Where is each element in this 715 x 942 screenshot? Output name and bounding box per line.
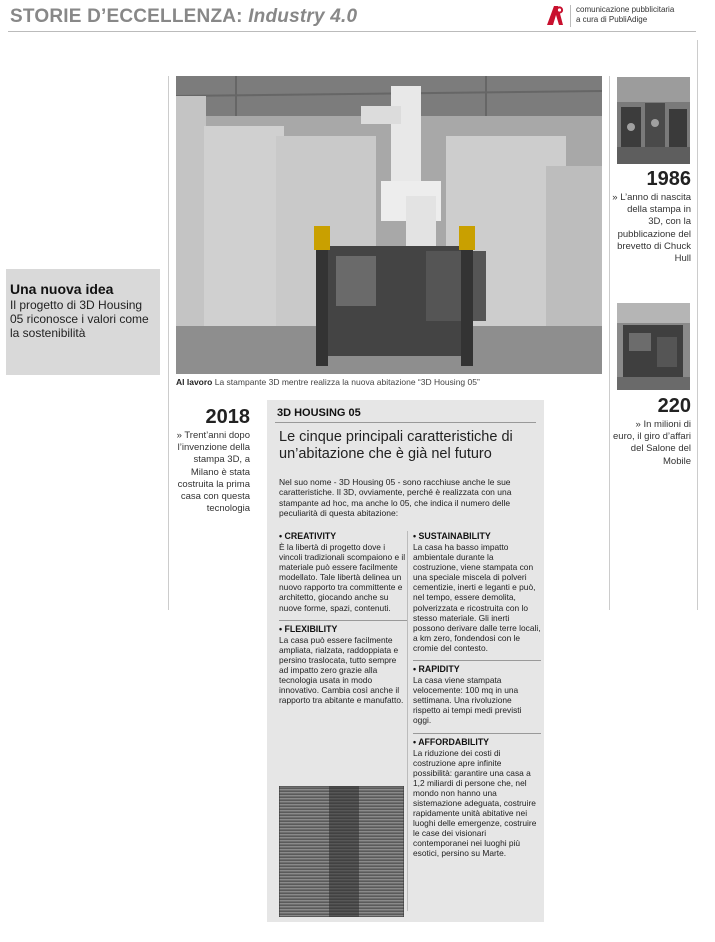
printed-wall-texture-photo	[279, 786, 404, 917]
section-divider	[413, 733, 541, 734]
stat-220-number: 220	[657, 395, 691, 417]
rapidity-heading: • RAPIDITY	[413, 664, 460, 675]
section-divider	[413, 660, 541, 661]
idea-text: Il progetto di 3D Housing 05 riconosce i valori come la sostenibilità	[10, 298, 149, 340]
printer-photo-illustration	[176, 76, 602, 374]
stat-2018-text: » Trent’anni dopo l’invenzione della stampa 3D, a Milano è stata costruita la prima casa con questa tecnologia	[176, 430, 250, 515]
flexibility-body: La casa può essere facilmente ampliata, rialzata, raddoppiata e persino traslocata, tutto sempre ad impatto zero grazie alla tecnologia usata in modo innovativo. Cambia così anche il rapporto tra abitante e manufatto.	[279, 634, 404, 706]
ad-note-line2: a cura di PubliAdige	[576, 15, 648, 24]
stat-220	[612, 395, 691, 468]
stat-220-text: » In milioni di euro, il giro d’affari del Salone del Mobile	[613, 419, 691, 467]
feature-left-column	[279, 531, 407, 705]
ad-note-line1: comunicazione pubblicitaria	[576, 5, 675, 14]
header-rule	[8, 31, 696, 32]
caption-text: La stampante 3D mentre realizza la nuova abitazione “3D Housing 05”	[212, 377, 480, 387]
photo-caption	[176, 377, 480, 387]
stat-2018-number: 2018	[205, 406, 250, 428]
stat-2018	[170, 406, 250, 515]
small-photo-3d-printers	[617, 77, 690, 164]
feature-title: Le cinque principali caratteristiche di un’abitazione che è già nel futuro	[279, 429, 513, 462]
feature-rule	[275, 422, 536, 423]
feature-label: 3D HOUSING 05	[277, 407, 361, 419]
caption-label: Al lavoro	[176, 377, 213, 387]
column-divider	[407, 531, 408, 911]
small-photo-machine	[617, 303, 690, 390]
sustainability-heading: • SUSTAINABILITY	[413, 531, 491, 541]
creativity-body: È la libertà di progetto dove i vincoli tradizionali scompaiono e il materiale può essere facilmente modellato. Tale libertà delinea un nuovo rapporto tra committente e architetto, giocando anche su nuove forme, spazi, contenuti.	[279, 542, 406, 613]
advertising-note	[576, 5, 674, 25]
creativity-heading: • CREATIVITY	[279, 531, 337, 541]
feature-right-column	[413, 531, 541, 859]
header-ad-divider	[570, 5, 571, 27]
flexibility-heading: • FLEXIBILITY	[279, 623, 338, 634]
sustainability-body: La casa ha basso impatto ambientale durante la costruzione, viene stampata con una speciale miscela di polveri cementizie, inerti e leganti e può, nel tempo, essere demolita, polverizzata e ricostruita con lo stesso materiale. Gli inerti possono derivare dalle terre locali, a km zero, fondendosi con le cromie del contesto.	[413, 542, 541, 653]
publiadige-logo-icon	[544, 4, 566, 26]
idea-box	[6, 269, 160, 375]
stat-1986-number: 1986	[646, 168, 691, 190]
idea-title: Una nuova idea	[10, 281, 114, 297]
main-photo-3d-printer	[176, 76, 602, 374]
feature-intro: Nel suo nome - 3D Housing 05 - sono racchiuse anche le sue caratteristiche. Il 3D, ovviamente, perché è realizzata con una stampante ad hoc, ma anche lo 05, che indica il numero delle peculiarità di questa abitazione:	[279, 477, 512, 519]
right-column-divider-b	[697, 40, 698, 610]
machine-photo-illustration	[617, 303, 690, 390]
feature-box-3d-housing	[267, 400, 544, 922]
right-column-divider-a	[609, 76, 610, 610]
wall-texture-illustration	[279, 786, 404, 917]
section-divider	[279, 620, 407, 621]
stat-1986	[612, 168, 691, 265]
printers-photo-illustration	[617, 77, 690, 164]
page-header-title	[10, 6, 357, 28]
header-title-main: STORIE D’ECCELLENZA:	[10, 6, 249, 27]
affordability-body: La riduzione dei costi di costruzione apre infinite possibilità: garantire una casa a 1,2 miliardi di persone che, nel mondo non hanno una sistemazione adeguata, costruire rapidamente unità abitative nei luoghi delle emergenze, costruire le case dei visionari contemporanei nei luoghi più esotici, persino su Marte.	[413, 747, 537, 859]
left-column-divider	[168, 76, 169, 610]
header-title-sub: Industry 4.0	[248, 6, 358, 27]
affordability-heading: • AFFORDABILITY	[413, 736, 490, 747]
rapidity-body: La casa viene stampata velocemente: 100 mq in una settimana. Una rivoluzione rispetto ai tempi medi previsti oggi.	[413, 675, 522, 726]
stat-1986-text: » L’anno di nascita della stampa in 3D, con la pubblicazione del brevetto di Chuck Hull	[612, 192, 691, 265]
